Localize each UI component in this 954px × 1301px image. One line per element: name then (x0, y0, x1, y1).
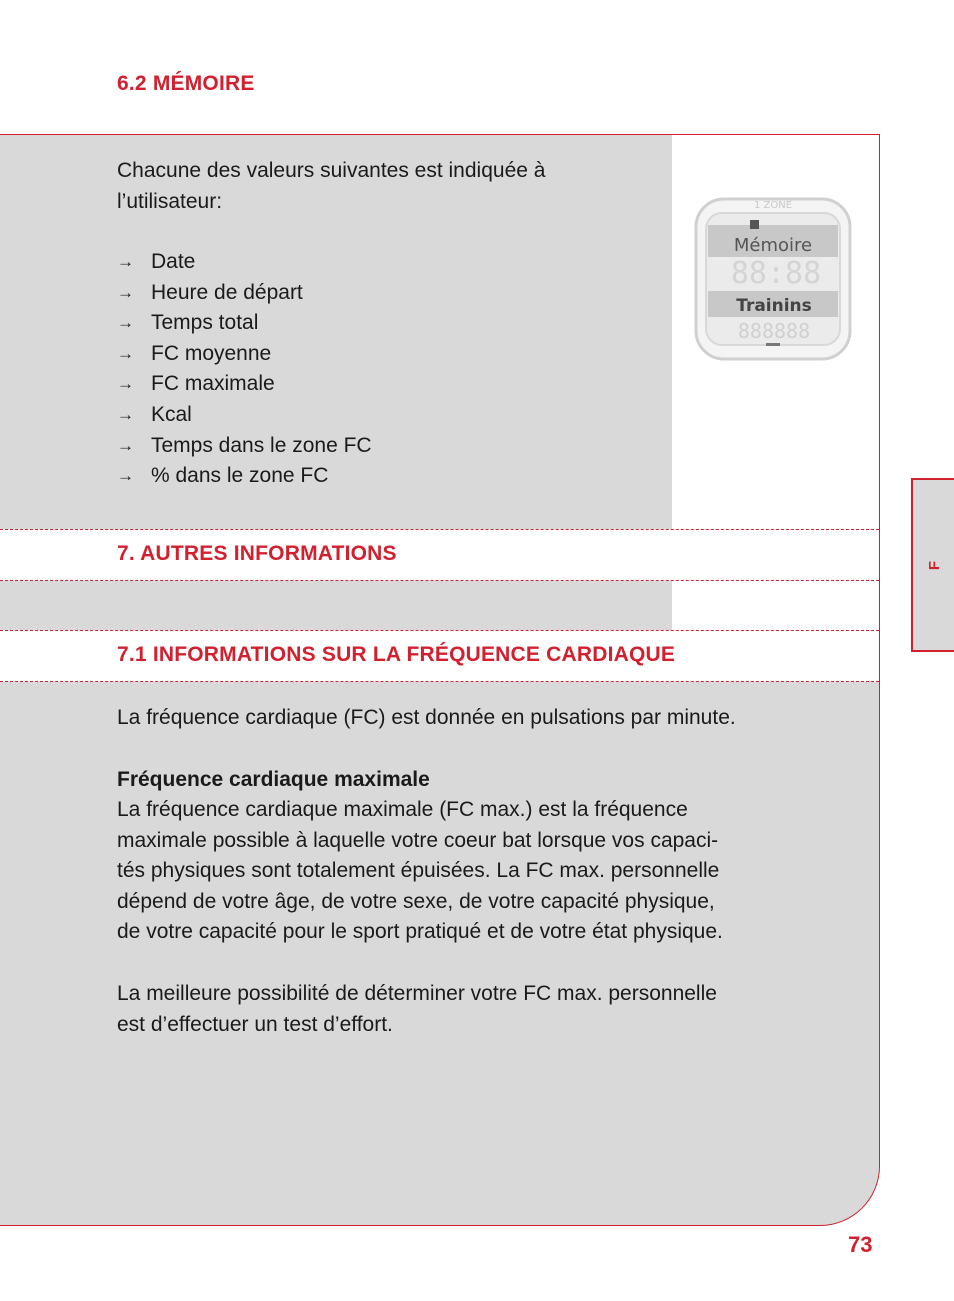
arrow-right-icon: → (117, 435, 134, 455)
content-panel (0, 134, 880, 1226)
list-item: → FC maximale (117, 369, 372, 400)
section-7-1-band (0, 630, 879, 682)
section-7-band (0, 529, 879, 581)
subheading-max-heart-rate: Fréquence cardiaque maximale (117, 768, 430, 791)
watch-top-label: 1 ZONE (753, 200, 793, 211)
watch-mode: Trainins (736, 296, 812, 316)
language-tab-label: F (925, 560, 943, 570)
list-item: → Temps total (117, 308, 372, 339)
list-item: → % dans le zone FC (117, 461, 372, 492)
list-item: → Heure de départ (117, 278, 372, 309)
arrow-right-icon: → (117, 343, 134, 363)
para-effort-test: La meilleure possibilité de déterminer votre FC max. personnelle est d’effectuer un test d’effort. (117, 982, 717, 1036)
list-item: → Kcal (117, 400, 372, 431)
page-number: 73 (848, 1232, 873, 1257)
arrow-right-icon: → (117, 404, 134, 424)
intro-line-2: l’utilisateur: (117, 190, 223, 213)
watch-display-illustration (694, 193, 852, 363)
column-spacer (672, 581, 879, 631)
section-6-2-title: 6.2 MÉMOIRE (117, 72, 255, 95)
arrow-right-icon: → (117, 374, 134, 394)
arrow-right-icon: → (117, 313, 134, 333)
watch-bottom-digits: 888888 (737, 319, 811, 343)
para-max-heart-rate: La fréquence cardiaque maximale (FC max.) est la fréquence maximale possible à laquelle votre coeur bat lorsque vos capaci- tés physiques sont totalement épuisées. La FC max. personnelle dépend de votre âge, de votre sexe, de votre capacité physique, de votre capacité pour le sport pratiqué et de votre état physique. (117, 798, 723, 944)
arrow-right-icon: → (117, 252, 134, 271)
section-7-1-title: 7.1 INFORMATIONS SUR LA FRÉQUENCE CARDIAQUE (117, 643, 676, 666)
language-tab (911, 478, 954, 652)
list-item: → Temps dans le zone FC (117, 431, 372, 462)
watch-digits: 88:88 (730, 256, 822, 291)
memory-value-list (117, 247, 372, 492)
list-item: → Date (117, 247, 372, 278)
arrow-right-icon: → (117, 282, 134, 302)
list-item: → FC moyenne (117, 339, 372, 370)
section-7-title: 7. AUTRES INFORMATIONS (117, 542, 397, 565)
para-heart-rate-intro: La fréquence cardiaque (FC) est donnée en pulsations par minute. (117, 706, 736, 729)
intro-line-1: Chacune des valeurs suivantes est indiquée à (117, 159, 546, 182)
arrow-right-icon: → (117, 466, 134, 486)
watch-title: Mémoire (733, 235, 813, 256)
